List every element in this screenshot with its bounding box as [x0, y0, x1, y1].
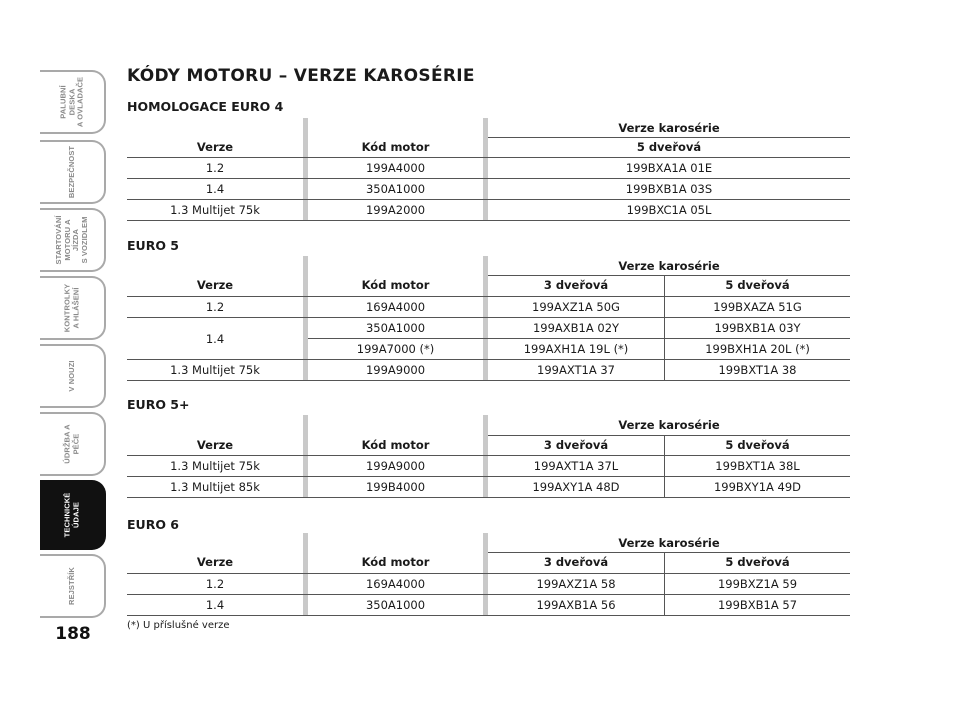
cell-kod: 350A1000	[365, 182, 426, 196]
cell-5-dverova: 199BXT1A 38	[718, 363, 797, 377]
cell-kod: 199A9000	[365, 459, 426, 473]
table-row	[127, 158, 850, 179]
table-row	[127, 360, 850, 381]
table-row	[127, 456, 850, 477]
tab-udrzba[interactable]	[40, 412, 106, 476]
tab-label: KONTROLKY A HLÁŠENÍ	[62, 283, 80, 333]
cell-3-dverova: 199AXZ1A 50G	[532, 300, 620, 314]
tab-label: STARTOVÁNÍ MOTORU A JÍZDA S VOZIDLEM	[54, 215, 89, 265]
header-verze-karoserie: Verze karosérie	[618, 121, 720, 135]
table-row	[127, 179, 850, 200]
tab-startovani[interactable]	[40, 208, 106, 272]
table-row	[127, 339, 850, 360]
header-3-dverova: 3 dveřová	[543, 278, 609, 292]
tab-palubni-deska[interactable]	[40, 70, 106, 134]
cell-5-dverova: 199BXC1A 05L	[626, 203, 712, 217]
cell-3-dverova: 199AXT1A 37L	[533, 459, 619, 473]
cell-verze: 1.4	[205, 182, 225, 196]
header-3-dverova: 3 dveřová	[543, 438, 609, 452]
section-title-euro6: EURO 6	[127, 517, 179, 532]
cell-5-dverova: 199BXB1A 03S	[625, 182, 713, 196]
header-kod-motor: Kód motor	[361, 278, 430, 292]
cell-verze: 1.2	[205, 161, 225, 175]
section-title-euro5: EURO 5	[127, 238, 179, 253]
cell-kod: 169A4000	[365, 577, 426, 591]
section-title-euro4: HOMOLOGACE EURO 4	[127, 99, 284, 114]
header-verze-karoserie: Verze karosérie	[618, 259, 720, 273]
cell-verze: 1.3 Multijet 75k	[170, 363, 260, 377]
cell-3-dverova: 199AXH1A 19L (*)	[523, 342, 629, 356]
cell-verze: 1.2	[205, 577, 225, 591]
cell-3-dverova: 199AXT1A 37	[537, 363, 615, 377]
page-number: 188	[55, 624, 91, 644]
cell-5-dverova: 199BXZ1A 59	[717, 577, 798, 591]
cell-verze: 1.3 Multijet 75k	[170, 459, 260, 473]
tab-bezpecnost[interactable]	[40, 140, 106, 204]
cell-verze: 1.2	[205, 300, 225, 314]
header-kod-motor: Kód motor	[361, 140, 430, 154]
header-kod-motor: Kód motor	[361, 438, 430, 452]
header-3-dverova: 3 dveřová	[543, 555, 609, 569]
cell-verze: 1.4	[205, 332, 225, 346]
cell-5-dverova: 199BXB1A 57	[717, 598, 798, 612]
table-row	[127, 477, 850, 498]
header-verze: Verze	[196, 278, 234, 292]
tab-kontrolky[interactable]	[40, 276, 106, 340]
tab-technicke-udaje[interactable]	[40, 480, 106, 550]
cell-3-dverova: 199AXZ1A 58	[536, 577, 616, 591]
cell-verze: 1.4	[205, 598, 225, 612]
cell-kod: 169A4000	[365, 300, 426, 314]
tab-label: V NOUZI	[66, 360, 76, 392]
page-title: KÓDY MOTORU – VERZE KAROSÉRIE	[127, 66, 475, 86]
header-5-dverova: 5 dveřová	[725, 555, 790, 569]
header-verze-karoserie: Verze karosérie	[618, 418, 720, 432]
cell-kod: 199A2000	[365, 203, 426, 217]
section-title-euro5plus: EURO 5+	[127, 397, 190, 412]
table-row	[127, 595, 850, 616]
tab-label: PALUBNÍ DESKA A OVLADAČE	[58, 76, 85, 128]
cell-kod: 199A4000	[365, 161, 426, 175]
cell-3-dverova: 199AXY1A 48D	[532, 480, 620, 494]
header-5-dverova: 5 dveřová	[636, 140, 702, 154]
header-verze-karoserie: Verze karosérie	[618, 536, 720, 550]
cell-3-dverova: 199AXB1A 56	[536, 598, 616, 612]
table-row	[127, 297, 850, 318]
header-verze: Verze	[196, 140, 234, 154]
tab-label: BEZPEČNOST	[66, 145, 76, 199]
tab-rejstrik[interactable]	[40, 554, 106, 618]
cell-5-dverova: 199BXT1A 38L	[715, 459, 800, 473]
cell-kod: 350A1000	[365, 598, 426, 612]
footnote: (*) U příslušné verze	[127, 620, 230, 631]
cell-5-dverova: 199BXY1A 49D	[713, 480, 802, 494]
tab-label: ÚDRŽBA A PÉČE	[62, 424, 80, 464]
cell-kod: 350A1000	[365, 321, 426, 335]
table-row	[127, 200, 850, 221]
header-5-dverova: 5 dveřová	[725, 438, 790, 452]
header-5-dverova: 5 dveřová	[725, 278, 790, 292]
table-row	[127, 574, 850, 595]
cell-verze: 1.3 Multijet 75k	[170, 203, 260, 217]
header-kod-motor: Kód motor	[361, 555, 430, 569]
cell-kod: 199A7000 (*)	[356, 342, 435, 356]
cell-kod: 199B4000	[365, 480, 426, 494]
cell-verze: 1.3 Multijet 85k	[170, 480, 260, 494]
cell-5-dverova: 199BXA1A 01E	[625, 161, 713, 175]
tab-label: REJSTŘÍK	[66, 567, 76, 605]
cell-5-dverova: 199BXAZA 51G	[713, 300, 802, 314]
tab-label: TECHNICKÉ ÚDAJE	[62, 492, 80, 538]
tab-v-nouzi[interactable]	[40, 344, 106, 408]
header-verze: Verze	[196, 555, 234, 569]
cell-3-dverova: 199AXB1A 02Y	[532, 321, 620, 335]
header-verze: Verze	[196, 438, 234, 452]
cell-5-dverova: 199BXB1A 03Y	[714, 321, 801, 335]
cell-kod: 199A9000	[365, 363, 426, 377]
cell-5-dverova: 199BXH1A 20L (*)	[705, 342, 810, 356]
